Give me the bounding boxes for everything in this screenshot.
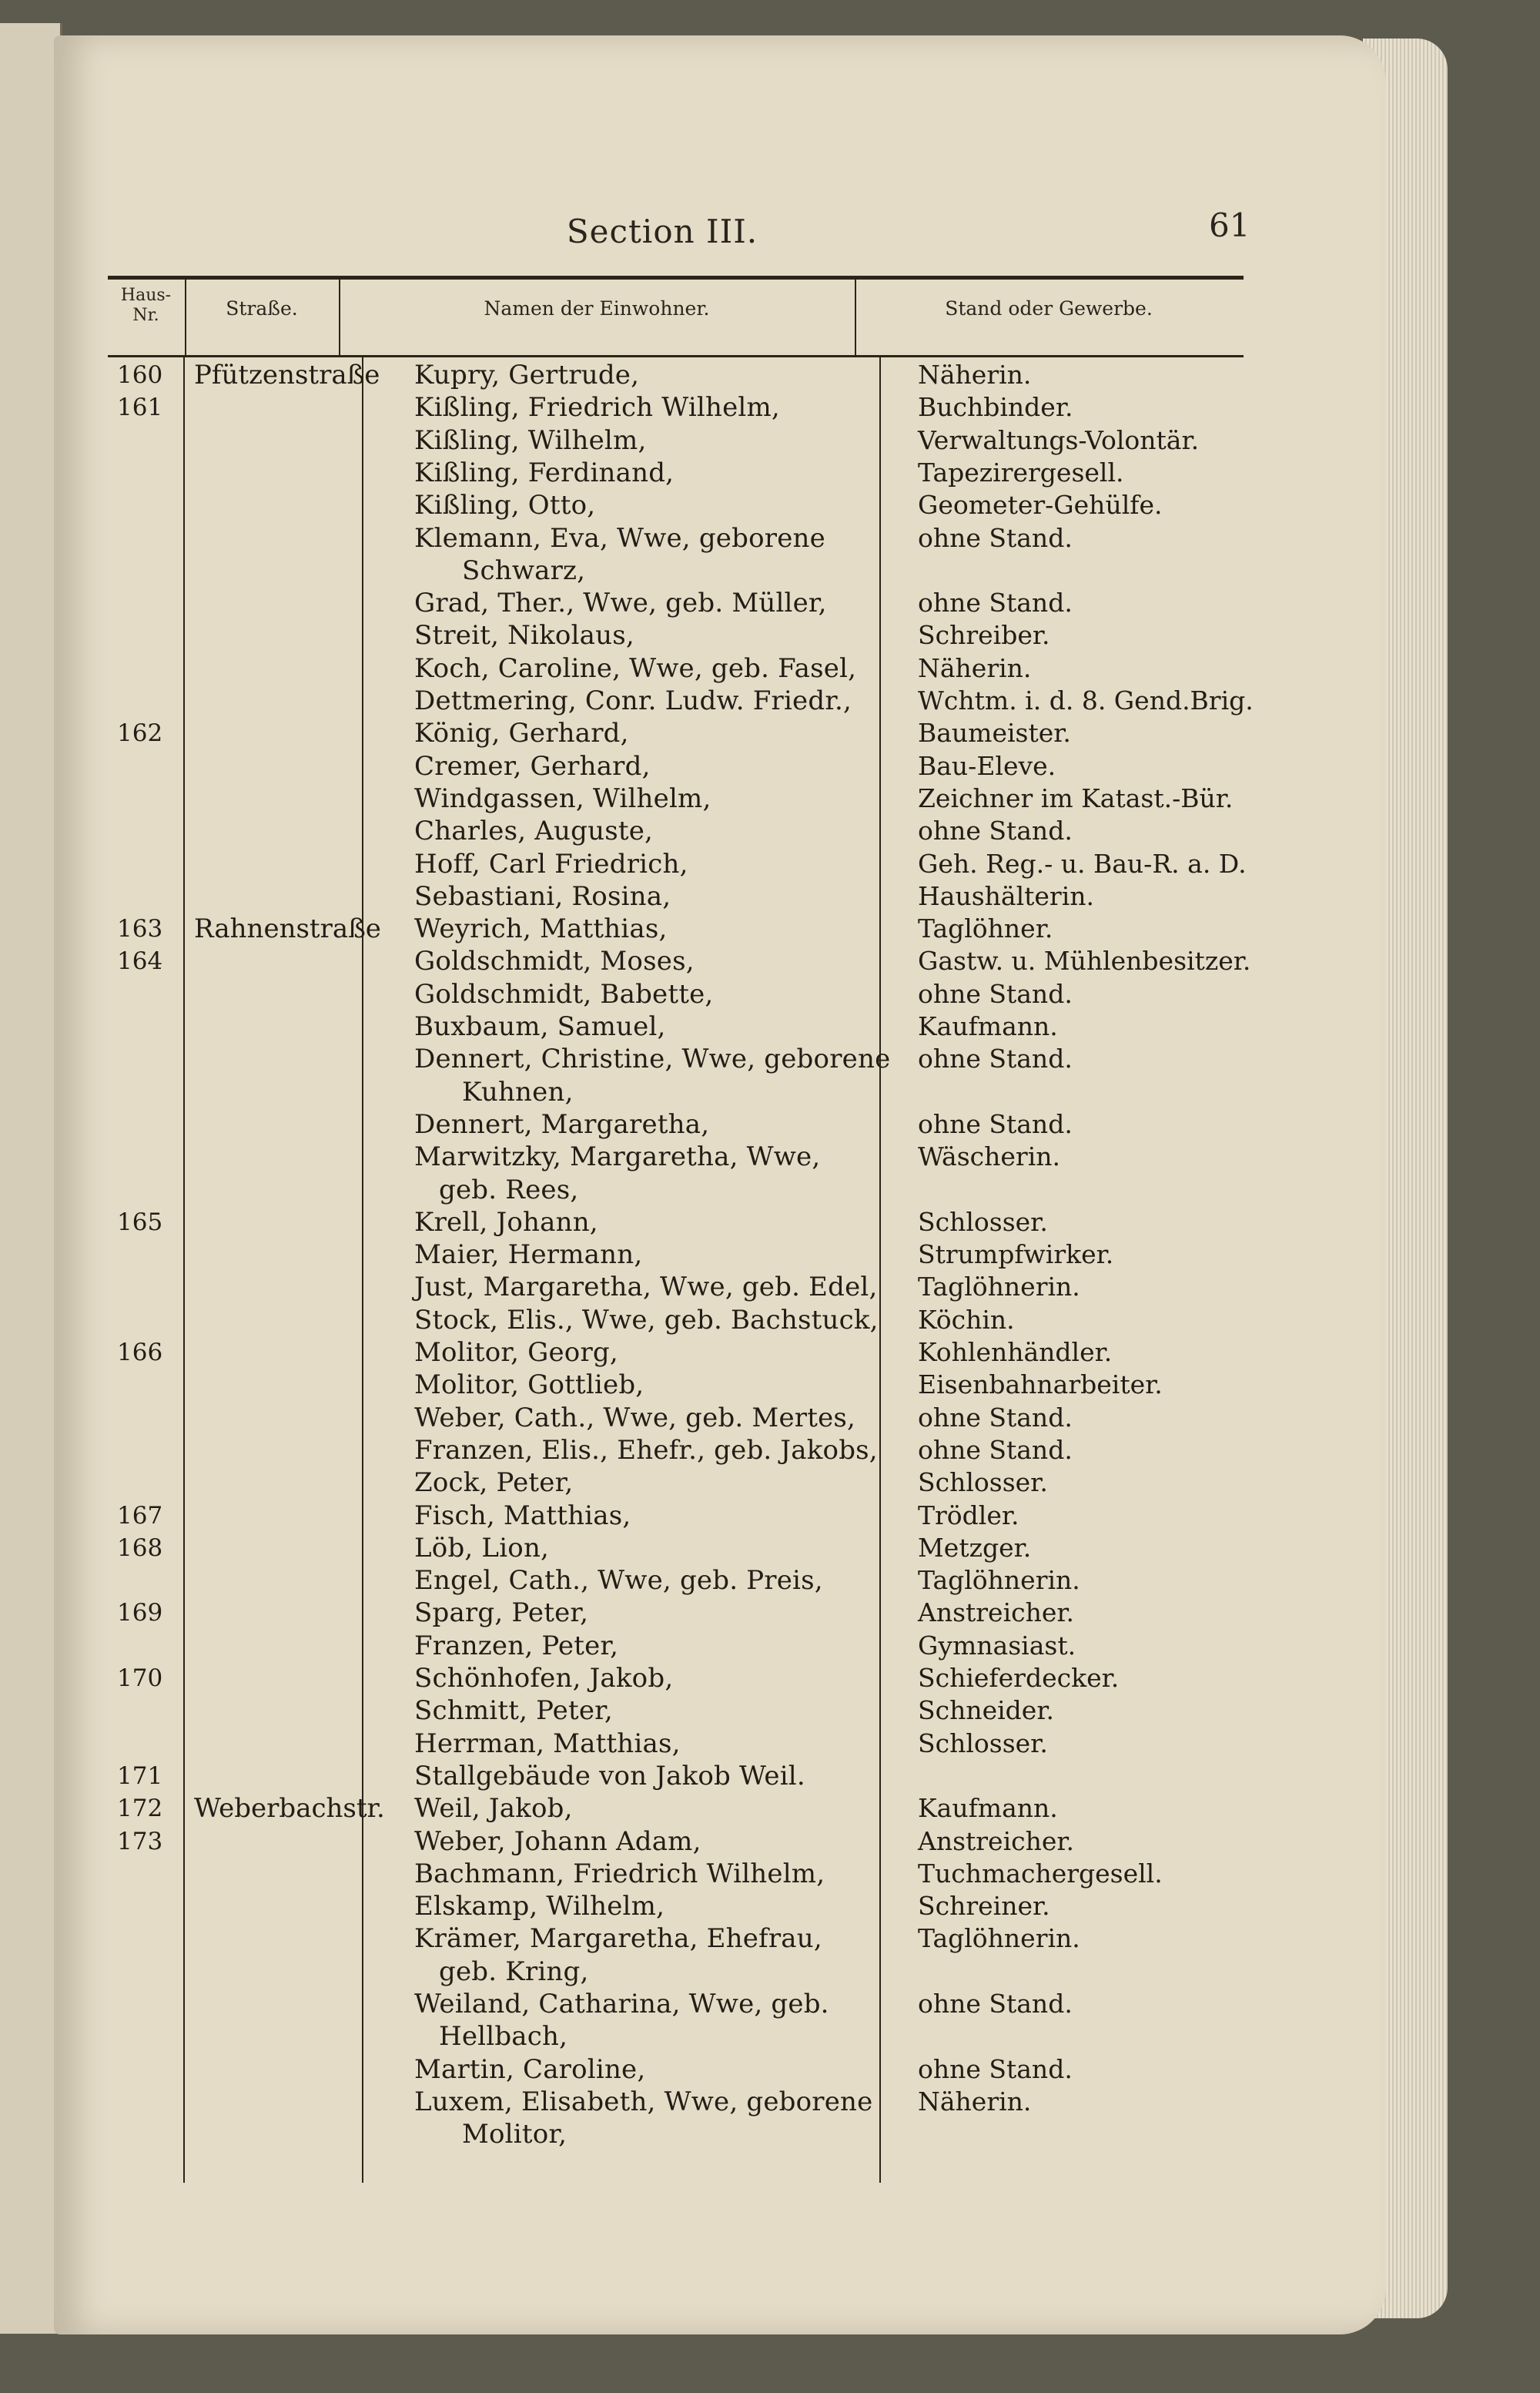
house-number: 163 xyxy=(117,915,163,943)
resident-name: Molitor, Gottlieb, xyxy=(414,1369,644,1401)
table-row xyxy=(54,1760,1286,1792)
occupation: Schlosser. xyxy=(918,1467,1048,1498)
table-row xyxy=(54,1369,1286,1401)
occupation: Schreiber. xyxy=(918,620,1050,651)
house-number: 167 xyxy=(117,1501,163,1530)
table-row xyxy=(54,522,1286,555)
table-row xyxy=(54,457,1286,489)
resident-name: Grad, Ther., Wwe, geb. Müller, xyxy=(414,588,827,619)
table-row xyxy=(54,391,1286,424)
resident-name: Bachmann, Friedrich Wilhelm, xyxy=(414,1858,825,1889)
occupation: ohne Stand. xyxy=(918,2053,1073,2084)
resident-name: Molitor, xyxy=(462,2119,567,2150)
resident-name: Goldschmidt, Moses, xyxy=(414,946,695,977)
occupation: Geh. Reg.- u. Bau-R. a. D. xyxy=(918,848,1247,879)
table-row xyxy=(54,1956,1286,1988)
resident-name: Krell, Johann, xyxy=(414,1206,598,1238)
resident-name: Maier, Hermann, xyxy=(414,1239,643,1271)
occupation: Köchin. xyxy=(918,1304,1015,1335)
table-row xyxy=(54,1630,1286,1662)
table-row xyxy=(54,1532,1286,1564)
table-row xyxy=(54,750,1286,783)
table-row xyxy=(54,1792,1286,1825)
table-row xyxy=(54,1922,1286,1955)
table-row xyxy=(54,685,1286,717)
resident-name: Stock, Elis., Wwe, geb. Bachstuck, xyxy=(414,1304,879,1336)
resident-name: Marwitzky, Margaretha, Wwe, xyxy=(414,1141,821,1173)
occupation: Buchbinder. xyxy=(918,392,1073,423)
resident-name: König, Gerhard, xyxy=(414,718,629,749)
table-row xyxy=(54,2118,1286,2150)
house-number: 169 xyxy=(117,1599,163,1627)
house-number: 166 xyxy=(117,1339,163,1366)
header-names: Namen der Einwohner. xyxy=(484,297,710,320)
street-name: Weberbachstr. xyxy=(194,1793,385,1825)
table-row xyxy=(54,652,1286,685)
table-row xyxy=(54,913,1286,945)
resident-name: Dennert, Margaretha, xyxy=(414,1108,710,1140)
table-row xyxy=(54,1271,1286,1303)
table-row xyxy=(54,1988,1286,2020)
resident-name: Franzen, Elis., Ehefr., geb. Jakobs, xyxy=(414,1434,878,1466)
occupation: ohne Stand. xyxy=(918,1434,1073,1465)
occupation: Baumeister. xyxy=(918,718,1071,749)
resident-name: Just, Margaretha, Wwe, geb. Edel, xyxy=(414,1272,878,1303)
occupation: Gymnasiast. xyxy=(918,1630,1076,1661)
occupation: Schreiner. xyxy=(918,1891,1050,1922)
occupation: Näherin. xyxy=(918,360,1032,390)
occupation: Kohlenhändler. xyxy=(918,1337,1113,1367)
table-row xyxy=(54,2086,1286,2118)
resident-name: Kißling, Otto, xyxy=(414,490,596,521)
occupation: Tuchmachergesell. xyxy=(918,1858,1163,1889)
resident-name: Buxbaum, Samuel, xyxy=(414,1011,666,1042)
resident-name: Martin, Caroline, xyxy=(414,2053,646,2085)
occupation: Schieferdecker. xyxy=(918,1663,1120,1693)
table-row xyxy=(54,555,1286,587)
occupation: Kaufmann. xyxy=(918,1793,1058,1824)
house-number: 173 xyxy=(117,1827,163,1855)
occupation: Näherin. xyxy=(918,2086,1032,2116)
resident-name: Schönhofen, Jakob, xyxy=(414,1663,674,1694)
header-street: Straße. xyxy=(226,297,298,320)
occupation: Anstreicher. xyxy=(918,1597,1075,1628)
table-row xyxy=(54,848,1286,880)
occupation: Schlosser. xyxy=(918,1728,1048,1758)
occupation: Taglöhnerin. xyxy=(918,1272,1080,1302)
resident-name: Fisch, Matthias, xyxy=(414,1500,631,1531)
table-row xyxy=(54,1662,1286,1694)
occupation: Schlosser. xyxy=(918,1206,1048,1237)
resident-name: Schmitt, Peter, xyxy=(414,1695,613,1727)
occupation: Anstreicher. xyxy=(918,1825,1075,1856)
top-rule xyxy=(108,276,1244,280)
occupation: Näherin. xyxy=(918,652,1032,683)
table-row xyxy=(54,1500,1286,1532)
occupation: Tapezirergesell. xyxy=(918,457,1124,488)
table-row xyxy=(54,815,1286,847)
occupation: Geometer-Gehülfe. xyxy=(918,490,1163,521)
house-number: 171 xyxy=(117,1761,163,1790)
occupation: ohne Stand. xyxy=(918,978,1073,1009)
page xyxy=(54,35,1386,2334)
resident-name: Dennert, Christine, Wwe, geborene xyxy=(414,1044,891,1075)
house-number: 164 xyxy=(117,947,163,976)
table-row xyxy=(54,1108,1286,1141)
house-number: 160 xyxy=(117,361,163,389)
resident-name: Hellbach, xyxy=(439,2021,568,2053)
header-nr-line2: Nr. xyxy=(132,306,159,325)
resident-name: Charles, Auguste, xyxy=(414,816,654,847)
resident-name: Weber, Cath., Wwe, geb. Mertes, xyxy=(414,1402,856,1433)
table-row xyxy=(54,1825,1286,1858)
occupation: Verwaltungs-Volontär. xyxy=(918,424,1200,455)
resident-name: Goldschmidt, Babette, xyxy=(414,978,714,1010)
resident-name: Hoff, Carl Friedrich, xyxy=(414,848,688,880)
section-title: Section III. xyxy=(566,213,758,250)
table-row xyxy=(54,587,1286,619)
table-row xyxy=(54,359,1286,391)
table-row xyxy=(54,1434,1286,1466)
resident-name: Sebastiani, Rosina, xyxy=(414,880,671,912)
occupation: Wäscherin. xyxy=(918,1141,1060,1172)
table-row xyxy=(54,880,1286,913)
header-nr-line1: Haus- xyxy=(120,286,172,305)
occupation: ohne Stand. xyxy=(918,816,1073,846)
occupation: ohne Stand. xyxy=(918,522,1073,553)
table-row xyxy=(54,783,1286,815)
resident-name: Weiland, Catharina, Wwe, geb. xyxy=(414,1989,829,2019)
resident-name: Zock, Peter, xyxy=(414,1467,574,1499)
occupation: ohne Stand. xyxy=(918,1402,1073,1433)
table-row xyxy=(54,1304,1286,1336)
table-row xyxy=(54,1336,1286,1369)
table-row xyxy=(54,1564,1286,1597)
street-name: Rahnenstraße xyxy=(194,913,381,945)
table-row xyxy=(54,2020,1286,2053)
occupation: Taglöhnerin. xyxy=(918,1923,1080,1954)
resident-name: Weber, Johann Adam, xyxy=(414,1825,701,1857)
resident-name: Weyrich, Matthias, xyxy=(414,913,668,945)
page-number: 61 xyxy=(1209,206,1250,244)
house-number: 162 xyxy=(117,719,163,748)
table-row xyxy=(54,1043,1286,1075)
occupation: ohne Stand. xyxy=(918,1108,1073,1139)
header-occupation: Stand oder Gewerbe. xyxy=(945,297,1153,320)
resident-name: geb. Kring, xyxy=(439,1956,589,1987)
table-row xyxy=(54,1694,1286,1727)
occupation: Gastw. u. Mühlenbesitzer. xyxy=(918,946,1251,977)
table-row xyxy=(54,1858,1286,1890)
table-row xyxy=(54,1728,1286,1760)
table-row xyxy=(54,1402,1286,1434)
table-row xyxy=(54,1141,1286,1173)
occupation: Taglöhnerin. xyxy=(918,1565,1080,1596)
house-number: 168 xyxy=(117,1533,163,1562)
resident-name: Luxem, Elisabeth, Wwe, geborene xyxy=(414,2086,873,2117)
street-name: Pfützenstraße xyxy=(194,360,380,390)
header-rule xyxy=(108,355,1244,357)
occupation: Zeichner im Katast.-Bür. xyxy=(918,783,1234,813)
table-row xyxy=(54,1238,1286,1271)
table-row xyxy=(54,945,1286,977)
occupation: Haushälterin. xyxy=(918,880,1094,911)
table-row xyxy=(54,2053,1286,2086)
house-number: 170 xyxy=(117,1664,163,1692)
resident-name: geb. Rees, xyxy=(439,1174,579,1205)
table-row xyxy=(54,1466,1286,1499)
resident-name: Franzen, Peter, xyxy=(414,1630,619,1661)
table-row xyxy=(54,1076,1286,1108)
occupation: Taglöhner. xyxy=(918,913,1053,944)
resident-name: Schwarz, xyxy=(462,555,586,586)
table-row xyxy=(54,1174,1286,1206)
resident-name: Kißling, Friedrich Wilhelm, xyxy=(414,392,780,424)
resident-name: Kißling, Wilhelm, xyxy=(414,424,647,456)
resident-name: Sparg, Peter, xyxy=(414,1597,589,1629)
occupation: ohne Stand. xyxy=(918,1044,1073,1074)
occupation: ohne Stand. xyxy=(918,1989,1073,2019)
resident-name: Herrman, Matthias, xyxy=(414,1728,681,1759)
resident-name: Weil, Jakob, xyxy=(414,1793,573,1825)
left-page-edge xyxy=(0,23,62,2334)
table-row xyxy=(54,619,1286,652)
house-number: 165 xyxy=(117,1208,163,1236)
occupation: Schneider. xyxy=(918,1695,1054,1726)
occupation: Trödler. xyxy=(918,1500,1019,1530)
occupation: Strumpfwirker. xyxy=(918,1239,1114,1270)
occupation: Eisenbahnarbeiter. xyxy=(918,1369,1163,1400)
resident-name: Molitor, Georg, xyxy=(414,1337,618,1368)
occupation: Kaufmann. xyxy=(918,1011,1058,1041)
occupation: Metzger. xyxy=(918,1532,1032,1563)
table-row xyxy=(54,424,1286,457)
table-row xyxy=(54,1010,1286,1043)
resident-name: Windgassen, Wilhelm, xyxy=(414,783,711,814)
table-row xyxy=(54,1597,1286,1629)
table-row xyxy=(54,978,1286,1010)
table-row xyxy=(54,717,1286,749)
resident-name: Dettmering, Conr. Ludw. Friedr., xyxy=(414,685,852,716)
header-nr xyxy=(109,286,182,326)
occupation: Bau-Eleve. xyxy=(918,750,1056,781)
resident-name: Engel, Cath., Wwe, geb. Preis, xyxy=(414,1565,823,1597)
house-number: 172 xyxy=(117,1795,163,1823)
table-row xyxy=(54,1890,1286,1922)
table-row xyxy=(54,489,1286,521)
resident-name: Cremer, Gerhard, xyxy=(414,750,651,782)
occupation: Wchtm. i. d. 8. Gend.Brig. xyxy=(918,685,1254,716)
resident-name: Koch, Caroline, Wwe, geb. Fasel, xyxy=(414,652,857,684)
resident-name: Krämer, Margaretha, Ehefrau, xyxy=(414,1923,822,1955)
resident-name: Stallgebäude von Jakob Weil. xyxy=(414,1760,805,1791)
house-number: 161 xyxy=(117,394,163,422)
resident-name: Kupry, Gertrude, xyxy=(414,360,640,390)
resident-name: Streit, Nikolaus, xyxy=(414,620,634,652)
resident-name: Kißling, Ferdinand, xyxy=(414,457,675,488)
resident-name: Löb, Lion, xyxy=(414,1532,550,1563)
resident-name: Elskamp, Wilhelm, xyxy=(414,1891,665,1922)
resident-name: Kuhnen, xyxy=(462,1076,574,1108)
resident-name: Klemann, Eva, Wwe, geborene xyxy=(414,522,825,554)
occupation: ohne Stand. xyxy=(918,588,1073,618)
table-row xyxy=(54,1206,1286,1238)
